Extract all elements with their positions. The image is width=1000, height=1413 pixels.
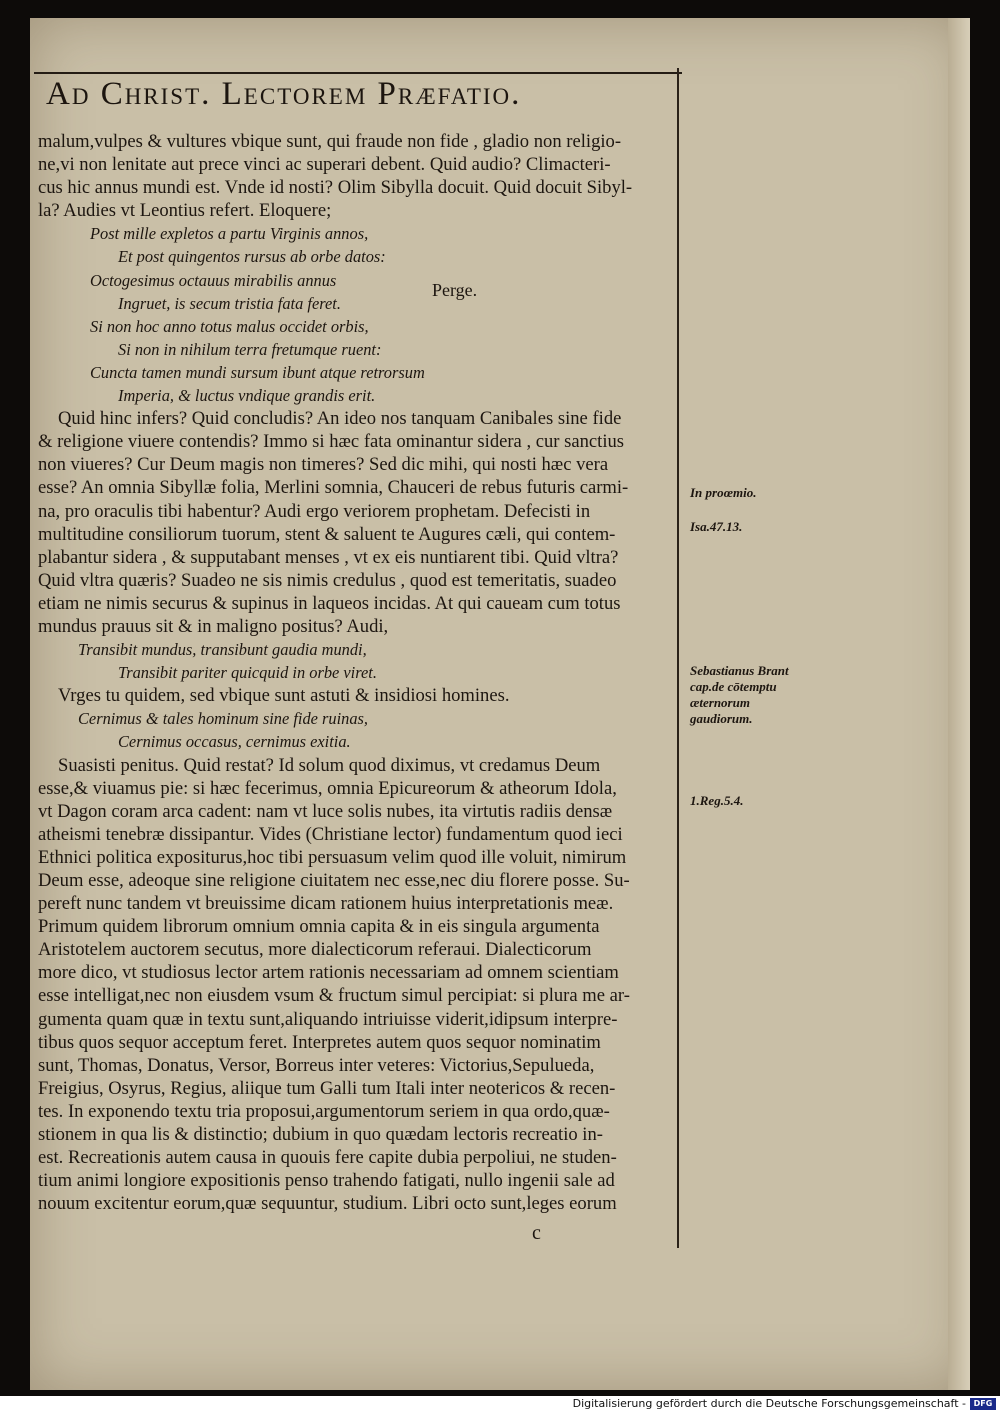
text-line: multitudine consiliorum tuorum, stent & saluent te Augures cæli, qui contem-	[38, 523, 616, 545]
text-line: Primum quidem librorum omnium omnia capita & in eis singula argumenta	[38, 916, 600, 938]
text-line: atheismi tenebræ dissipantur. Vides (Christiane lector) fundamentum quod ieci	[38, 823, 623, 845]
text-line: esse? An omnia Sibyllæ folia, Merlini somnia, Chauceri de rebus futuris carmi-	[38, 477, 629, 499]
text-line: Vrges tu quidem, sed vbique sunt astuti & insidiosi homines.	[58, 685, 510, 707]
text-line: non viueres? Cur Deum magis non timeres? Sed dic mihi, qui nosti hæc vera	[38, 454, 609, 476]
text-line: Deum esse, adeoque sine religione ciuitatem nec esse,nec diu florere posse. Su-	[38, 870, 630, 891]
verse-line: Cuncta tamen mundi sursum ibunt atque retrorsum	[90, 362, 425, 382]
text-line: Quid hinc infers? Quid concludis? An ideo nos tanquam Canibales sine fide	[58, 408, 622, 430]
margin-note-isa: Isa.47.13.	[690, 519, 743, 534]
verse-line: Transibit mundus, transibunt gaudia mundi,	[78, 640, 367, 660]
text-line: mundus prauus sit & in maligno positus? Audi,	[38, 615, 389, 637]
verse-line: Si non in nihilum terra fretumque ruent:	[118, 339, 382, 359]
text-line: tes. In exponendo textu tria proposui,argumentorum seriem in qua ordo,quæ-	[38, 1100, 610, 1122]
text-line: vt Dagon coram arca cadent: nam vt luce solis nubes, ita virtutis radiis densæ	[38, 800, 613, 822]
verse-line: Ingruet, is secum tristia fata feret.	[118, 293, 341, 313]
text-line: ne,vi non lenitate aut prece vinci ac superari debent. Quid audio? Climacteri-	[38, 154, 611, 176]
page-edge	[948, 18, 970, 1390]
verse-line: Post mille expletos a partu Virginis annos,	[90, 224, 369, 244]
verse-line: Si non hoc anno totus malus occidet orbis,	[90, 316, 369, 336]
verse-line: Imperia, & luctus vndique grandis erit.	[118, 386, 376, 406]
footer-bar	[0, 1396, 1000, 1413]
text-line: pereft nunc tandem vt breuissime dicam rationem huius interpretationis meæ.	[38, 893, 614, 915]
text-line: malum,vulpes & vultures vbique sunt, qui fraude non fide , gladio non religio-	[38, 131, 622, 152]
header-rule	[34, 72, 682, 74]
text-line: est. Recreationis autem causa in quouis fere capite dubia perpoliui, ne studen-	[38, 1147, 617, 1169]
perge-note: Perge.	[432, 280, 478, 300]
text-line: la? Audies vt Leontius refert. Eloquere;	[38, 200, 332, 222]
text-line: nouum excitentur eorum,quæ sequuntur, studium. Libri octo sunt,leges eorum	[38, 1193, 617, 1215]
text-line: Suasisti penitus. Quid restat? Id solum quod diximus, vt credamus Deum	[58, 754, 601, 776]
text-line: Freigius, Osyrus, Regius, aliique tum Galli tum Itali inter neotericos & recen-	[38, 1077, 616, 1099]
text-line: gumenta quam quæ in textu sunt,aliquando intriuisse viderit,idipsum interpre-	[38, 1008, 618, 1030]
text-line: esse,& viuamus pie: si hæc fecerimus, omnia Epicureorum & atheorum Idola,	[38, 777, 617, 799]
body-text	[38, 130, 680, 1215]
text-line: & religione viuere contendis? Immo si hæc fata ominantur sidera , cur sanctius	[38, 431, 625, 453]
verse-line: Octogesimus octauus mirabilis annus	[90, 270, 337, 290]
footer-credit: Digitalisierung gefördert durch die Deutsche Forschungsgemeinschaft -	[572, 1397, 966, 1410]
margin-note-proemio: In proœmio.	[690, 485, 757, 500]
margin-note-sebastianus: Sebastianus Brant cap.de cōtemptu æternorum gaudiorum.	[690, 663, 789, 726]
text-line: na, pro oraculis tibi habentur? Audi ergo veriorem prophetam. Defecisti in	[38, 500, 591, 522]
text-line: tibus quos sequor acceptum feret. Interpretes autem quos sequor nominatim	[38, 1031, 601, 1053]
text-line: stionem in qua lis & distinctio; dubium in quo quædam lectoris recreatio in-	[38, 1124, 603, 1146]
text-line: Ethnici politica expositurus,hoc tibi persuasum velim quod ille voluit, nimirum	[38, 846, 627, 868]
verse-line: Transibit pariter quicquid in orbe viret.	[118, 663, 377, 683]
text-line: more dico, vt studiosus lector artem rationis necessariam ad omnem scientiam	[38, 962, 619, 984]
text-line: Quid vltra quæris? Suadeo ne sis nimis credulus , quod est temeritatis, suadeo	[38, 569, 617, 591]
verse-line: Cernimus occasus, cernimus exitia.	[118, 732, 351, 752]
text-line: esse intelligat,nec non eiusdem vsum & fructum simul percipiat: si plura me ar-	[38, 985, 630, 1007]
dfg-logo: DFG	[970, 1398, 996, 1410]
text-line: cus hic annus mundi est. Vnde id nosti? Olim Sibylla docuit. Quid docuit Sibyl-	[38, 177, 633, 199]
text-line: plabantur sidera , & supputabant menses , vt ex eis nuntiarent tibi. Quid vltra?	[38, 546, 619, 568]
text-line: Aristotelem auctorem secutus, more dialecticorum referaui. Dialecticorum	[38, 939, 592, 961]
text-line: etiam ne nimis securus & supinus in laqueos incidas. At qui caueam cum totus	[38, 592, 621, 614]
running-header: Ad Christ. Lectorem Præfatio.	[46, 76, 522, 112]
verse-line: Cernimus & tales hominum sine fide ruinas,	[78, 709, 369, 729]
signature-mark: c	[532, 1222, 541, 1244]
verse-line: Et post quingentos rursus ab orbe datos:	[118, 247, 386, 267]
text-line: tium animi longiore expositionis penso trahendo fatigati, nullo ingenii sale ad	[38, 1170, 615, 1192]
text-line: sunt, Thomas, Donatus, Versor, Borreus inter veteres: Victorius,Sepulueda,	[38, 1054, 595, 1076]
margin-note-reg: 1.Reg.5.4.	[690, 793, 744, 808]
